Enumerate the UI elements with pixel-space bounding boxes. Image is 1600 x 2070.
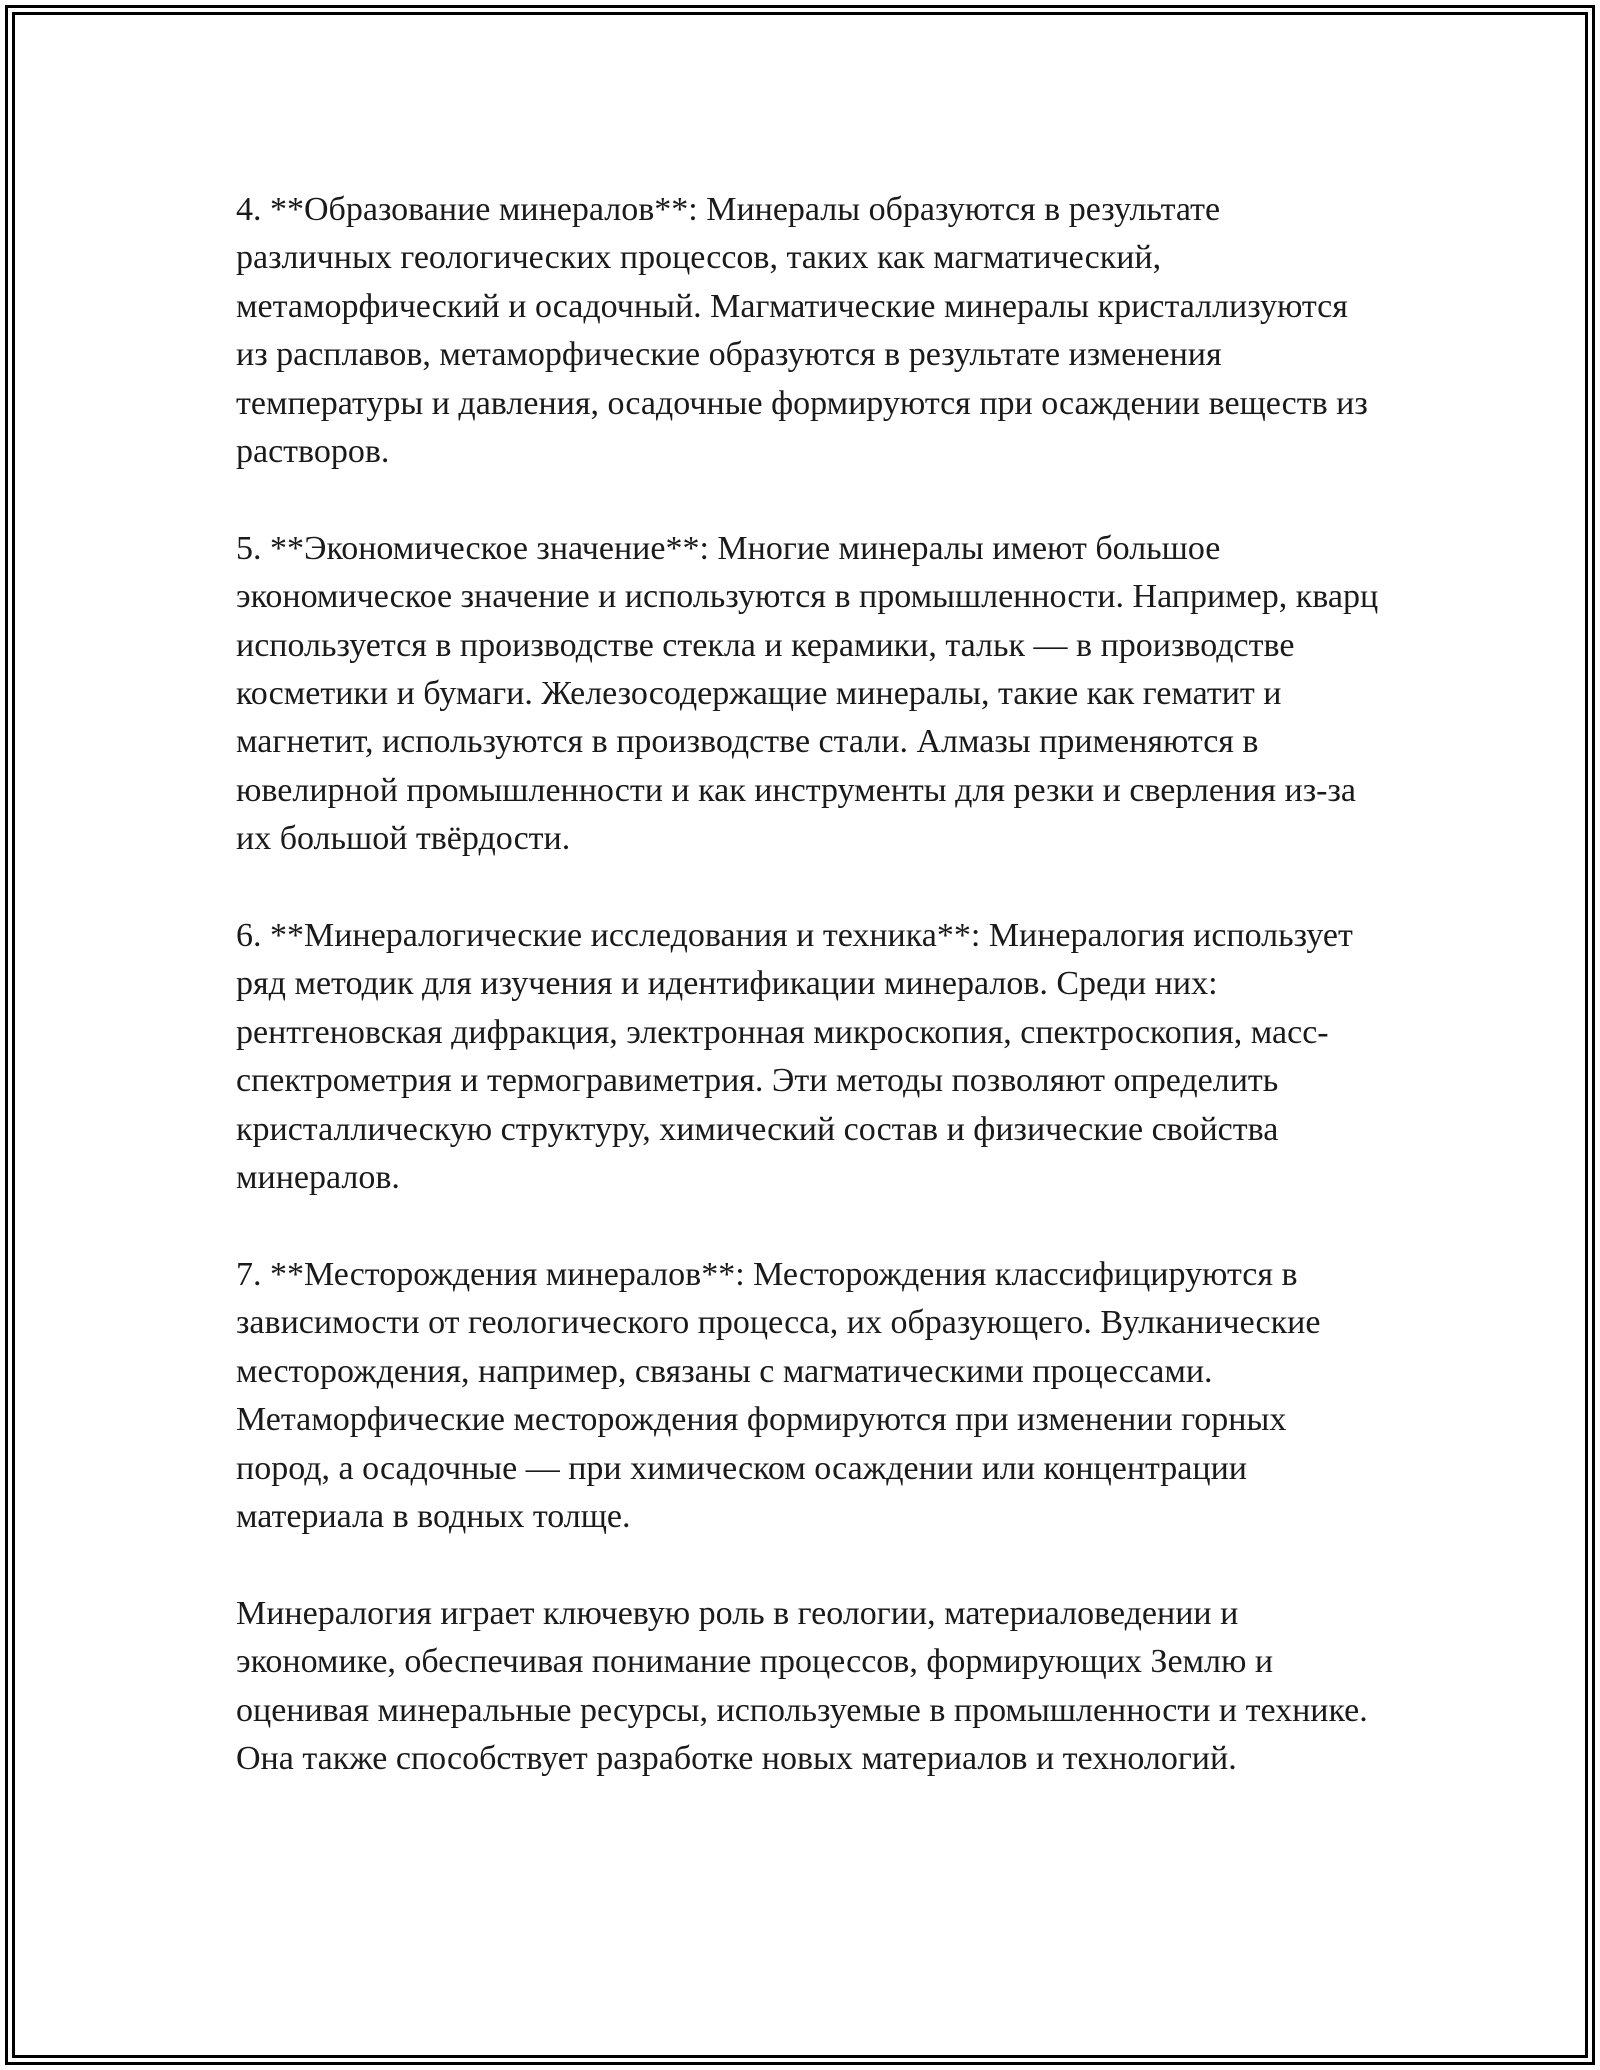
paragraph-mineral-deposits: 7. **Месторождения минералов**: Месторождения классифицируются в зависимости от геологического процесса, их образующего. Вулканические месторождения, например, связаны с магматическими процессами. Метаморфические месторождения формируются при изменении горных пород, а осадочные — при химическом осаждении или концентрации материала в водных толще. [236, 1255, 1321, 1535]
document-body [236, 186, 1380, 1783]
paragraph-economic-significance: 5. **Экономическое значение**: Многие минералы имеют большое экономическое значение и используются в промышленности. Например, кварц используется в производстве стекла и керамики, тальк — в производстве косметики и бумаги. Железосодержащие минералы, такие как гематит и магнетит, используются в производстве стали. Алмазы применяются в ювелирной промышленности и как инструменты для резки и сверления из-за их большой твёрдости. [236, 529, 1379, 858]
paragraph-mineral-formation: 4. **Образование минералов**: Минералы образуются в результате различных геологических процессов, таких как магматический, метаморфический и осадочный. Магматические минералы кристаллизуются из расплавов, метаморфические образуются в результате изменения температуры и давления, осадочные формируются при осаждении веществ из растворов. [236, 191, 1368, 471]
paragraph-research-techniques: 6. **Минералогические исследования и техника**: Минералогия использует ряд методик для изучения и идентификации минералов. Среди них: рентгеновская дифракция, электронная микроскопия, спектроскопия, масс-спектрометрия и термогравиметрия. Эти методы позволяют определить кристаллическую структуру, химический состав и физические свойства минералов. [236, 917, 1353, 1197]
paragraph-conclusion: Минералогия играет ключевую роль в геологии, материаловедении и экономике, обеспечивая понимание процессов, формирующих Землю и оценивая минеральные ресурсы, используемые в промышленности и технике. Она также способствует разработке новых материалов и технологий. [236, 1594, 1368, 1777]
